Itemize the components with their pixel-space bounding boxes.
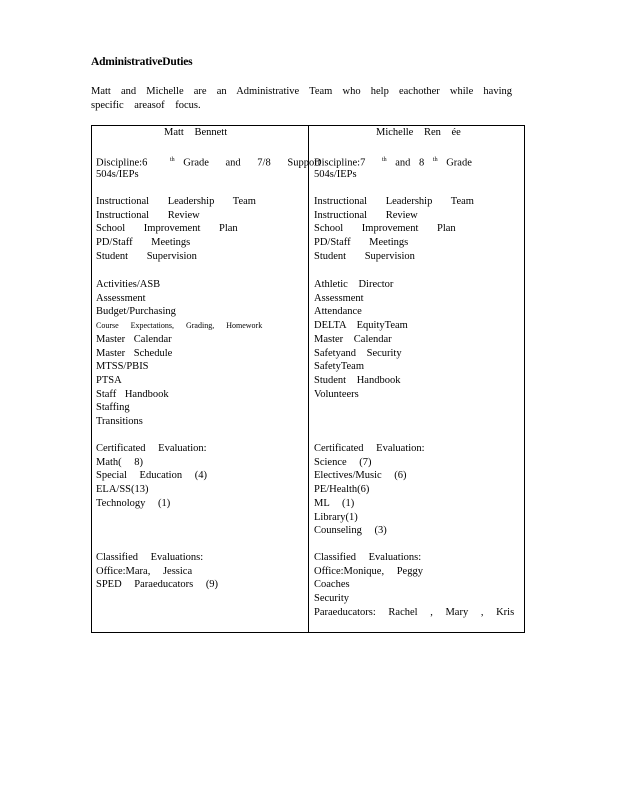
list-item: Math( 8) [96, 456, 144, 468]
duties-list [96, 278, 262, 429]
list-item: School Improvement Plan [96, 223, 238, 235]
list-item: School Improvement Plan [314, 223, 456, 235]
list-item: Volunteers [314, 388, 359, 400]
list-item: Paraeducators: Rachel , Mary , Kris [314, 606, 515, 618]
list-item: Electives/Music (6) [314, 470, 407, 482]
list-item: Special Education (4) [96, 470, 207, 482]
discipline-rest: Grade and 7/8 Support [183, 157, 321, 169]
discipline-mid: and 8 [395, 157, 425, 169]
list-item: Safetyand Security [314, 347, 402, 359]
list-item: Assessment [96, 292, 146, 304]
list-item: Office:Mara, Jessica [96, 565, 193, 577]
list-item: Instructional Review [314, 209, 418, 221]
document-title: AdministrativeDuties [91, 56, 193, 68]
list-item: Budget/Purchasing [96, 306, 176, 318]
section-heading: Certificated Evaluation: [96, 443, 207, 454]
michelle-column [314, 126, 522, 632]
list-item: DELTA EquityTeam [314, 320, 408, 332]
list-item: Library(1) [314, 511, 358, 523]
discipline-sup: th [169, 157, 175, 163]
list-item: Security [314, 593, 349, 605]
list-item: Staffing [96, 402, 130, 414]
list-item: Athletic Director [314, 279, 394, 290]
list-item: MTSS/PBIS [96, 361, 149, 373]
list-item: Master Calendar [314, 333, 392, 345]
classified-list [96, 551, 218, 592]
list-item: Staff Handbook [96, 388, 169, 400]
certificated-list [314, 442, 425, 538]
discipline-sup: th [381, 157, 387, 163]
list-item: PE/Health(6) [314, 484, 370, 496]
list-item: PD/Staff Meetings [96, 237, 191, 249]
list-item: Office:Monique, Peggy [314, 565, 423, 577]
section-heading: Classified Evaluations: [314, 552, 422, 563]
list-item: PD/Staff Meetings [314, 237, 409, 249]
discipline-prefix: Discipline:6 [96, 157, 148, 169]
list-item: Attendance [314, 306, 362, 318]
teams-list [314, 195, 474, 264]
list-item: Master Schedule [96, 347, 173, 359]
matt-column [96, 126, 321, 632]
discipline-line-2: 504s/IEPs [314, 169, 357, 180]
list-item: Science (7) [314, 456, 372, 468]
list-item: Instructional Leadership Team [96, 196, 256, 207]
list-item: SafetyTeam [314, 361, 364, 373]
intro-line-2: specific areasof focus. [91, 100, 201, 111]
list-item: Student Handbook [314, 374, 401, 386]
list-item: Counseling (3) [314, 525, 387, 537]
certificated-list [96, 442, 207, 511]
list-item: Course Expectations, Grading, Homework [96, 321, 263, 331]
list-item: Student Supervision [96, 250, 197, 262]
list-item: Instructional Leadership Team [314, 196, 474, 207]
admin-name: Matt Bennett [164, 127, 228, 138]
list-item: Assessment [314, 292, 364, 304]
list-item: Master Calendar [96, 333, 172, 345]
list-item: SPED Paraeducators (9) [96, 579, 219, 591]
discipline-line-2: 504s/IEPs [96, 169, 139, 180]
classified-list [314, 551, 514, 620]
column-divider [308, 126, 309, 632]
section-heading: Certificated Evaluation: [314, 443, 425, 454]
list-item: Technology (1) [96, 497, 171, 509]
duties-table [91, 125, 525, 633]
list-item: Activities/ASB [96, 279, 161, 290]
list-item: Coaches [314, 579, 350, 591]
list-item: Transitions [96, 416, 143, 428]
discipline-rest: Grade [446, 157, 472, 169]
teams-list [96, 195, 256, 264]
list-item: ML (1) [314, 497, 355, 509]
list-item: Student Supervision [314, 250, 415, 262]
list-item: ELA/SS(13) [96, 484, 149, 496]
admin-name: Michelle Ren ée [376, 127, 461, 138]
intro-line-1: Matt and Michelle are an Administrative Team who help eachother while having [91, 86, 512, 97]
discipline-prefix: Discipline:7 [314, 157, 366, 169]
duties-list [314, 278, 408, 401]
section-heading: Classified Evaluations: [96, 552, 204, 563]
discipline-sup: th [432, 157, 438, 163]
list-item: PTSA [96, 374, 122, 386]
list-item: Instructional Review [96, 209, 200, 221]
